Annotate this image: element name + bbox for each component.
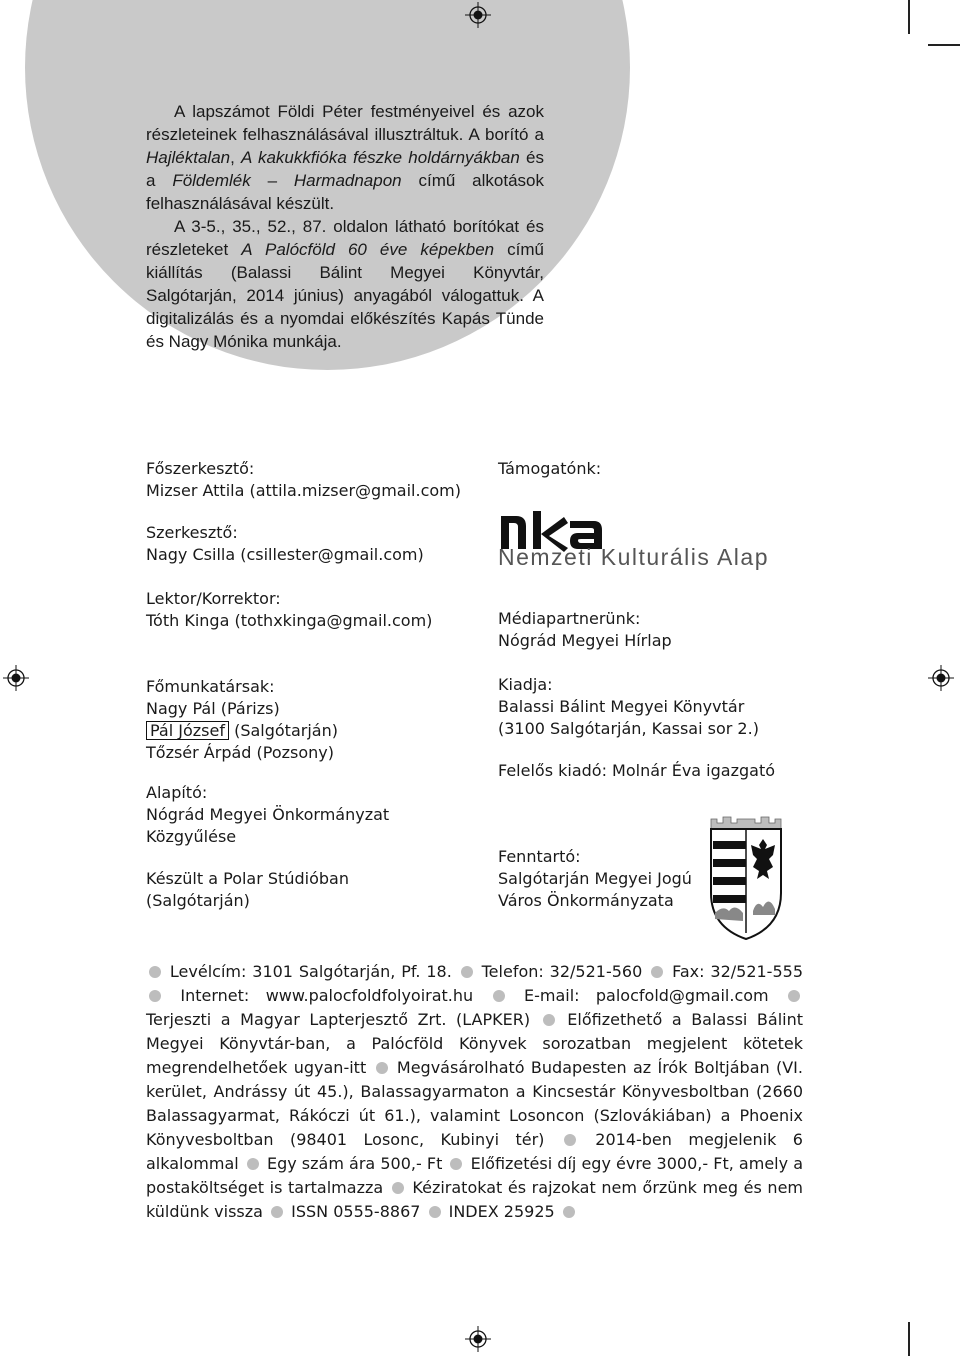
editor-in-chief-block [146, 458, 461, 502]
founder-line: Nógrád Megyei Önkormányzat [146, 805, 390, 824]
bullet-icon [149, 990, 161, 1002]
exhibition-title: A Palócföld 60 éve képekben [241, 240, 495, 259]
footer-item: Fax: 32/521-555 [672, 962, 803, 981]
footer-item: INDEX 25925 [448, 1202, 555, 1221]
proofreader-label: Lektor/Korrektor: [146, 589, 281, 608]
artwork-title: Hajléktalan [146, 148, 231, 167]
studio-line: Készült a Polar Stúdióban [146, 869, 349, 888]
bullet-icon [271, 1206, 283, 1218]
editor-in-chief-value: Mizser Attila (attila.mizser@gmail.com) [146, 481, 461, 500]
editor-value: Nagy Csilla (csillester@gmail.com) [146, 545, 424, 564]
bullet-icon [429, 1206, 441, 1218]
contributor-item: Pál József (Salgótarján) [146, 720, 338, 742]
founder-label: Alapító: [146, 783, 208, 802]
maintainer-line: Salgótarján Megyei Jogú [498, 869, 692, 888]
artwork-title: A kakukkfióka fészke holdárnyákban [241, 148, 520, 167]
artwork-title: Földemlék [172, 171, 251, 190]
imprint-left-column [146, 458, 476, 918]
footer-item: Levélcím: 3101 Salgótarján, Pf. 18. [169, 962, 452, 981]
proofreader-block [146, 588, 432, 632]
intro-text [146, 100, 544, 353]
contributor-item: Tőzsér Árpád (Pozsony) [146, 743, 335, 762]
registration-mark-icon [3, 665, 29, 691]
intro-paragraph-1: A lapszámot Földi Péter festményeivel és azok részleteinek felhasználásával illusztráltuk. A borító a Hajléktalan, A kakukkfióka fészke holdárnyákban és a Földemlék – Harmadnapon című alkotások felhasználásával készült. [146, 102, 544, 213]
publisher-line: (3100 Salgótarján, Kassai sor 2.) [498, 719, 759, 738]
footer-item: ISSN 0555-8867 [291, 1202, 421, 1221]
media-partner-block [498, 608, 672, 652]
artwork-title: Harmadnapon [293, 171, 402, 190]
contributor-item: Nagy Pál (Párizs) [146, 699, 280, 718]
footer-info [146, 960, 803, 1224]
publisher-label: Kiadja: [498, 675, 553, 694]
footer-item: Telefon: 32/521-560 [481, 962, 643, 981]
bullet-icon [149, 966, 161, 978]
editor-block [146, 522, 424, 566]
footer-item: Terjeszti a Magyar Lapterjesztő Zrt. (LAPKER) [146, 1010, 531, 1029]
footer-item: Megvásárolható Budapesten az Írók Boltjában (VI. kerület, Andrássy út 45.), Balassagyarmaton a Kincsestár Könyvesboltban (2660 Balassagyarmat, Rákóczi út 61.), valamint Losoncon (Szlovákiában) a Phoenix Könyvesboltban (98401 Losonc, Kubinyi tér) [146, 1058, 803, 1149]
publisher-block [498, 674, 759, 740]
intro-paragraph-2: A 3-5., 35., 52., 87. oldalon látható borítókat és részleteket A Palócföld 60 éve képekben című kiállítás (Balassi Bálint Megyei Könyvtár, Salgótarján, 2014 június) anyagából válogattuk. A digitalizálás és a nyomdai előkészítés Kapás Tünde és Nagy Mónika munkája. [146, 217, 544, 351]
bullet-icon [563, 1206, 575, 1218]
bullet-icon [543, 1014, 555, 1026]
contributors-block [146, 676, 338, 764]
bullet-icon [564, 1134, 576, 1146]
responsible-publisher: Felelős kiadó: Molnár Éva igazgató [498, 761, 775, 780]
footer-item: Előfizethető a Balassi Bálint Megyei Könyvtár-ban, a Palócföld Könyvek sorozatban megjelent kötetek megrendelhetőek ugyan-itt [146, 1010, 804, 1077]
nka-logo-text: Nemzeti Kulturális Alap [498, 544, 769, 570]
editor-label: Szerkesztő: [146, 523, 238, 542]
editor-in-chief-label: Főszerkesztő: [146, 459, 255, 478]
crop-mark [908, 0, 910, 34]
proofreader-value: Tóth Kinga (tothxkinga@gmail.com) [146, 611, 433, 630]
bullet-icon [788, 990, 800, 1002]
founder-block [146, 782, 389, 848]
bullet-icon [376, 1062, 388, 1074]
footer-item: Előfizetési díj egy évre 3000,- Ft, amely a postaköltséget is tartalmazza [146, 1154, 803, 1197]
bullet-icon [651, 966, 663, 978]
footer-item: Internet: www.palocfoldfolyoirat.hu [180, 986, 474, 1005]
bullet-icon [247, 1158, 259, 1170]
registration-mark-icon [928, 665, 954, 691]
founder-line: Közgyűlése [146, 827, 237, 846]
studio-block [146, 868, 349, 912]
coat-of-arms [707, 815, 785, 941]
registration-mark-icon [465, 2, 491, 28]
footer-item: Egy szám ára 500,- Ft [266, 1154, 443, 1173]
media-partner-value: Nógrád Megyei Hírlap [498, 631, 672, 650]
bullet-icon [450, 1158, 462, 1170]
bullet-icon [461, 966, 473, 978]
footer-item: E-mail: palocfold@gmail.com [523, 986, 769, 1005]
footer-item: Kéziratokat és rajzokat nem őrzünk meg és nem küldünk vissza [146, 1178, 804, 1221]
supporters-label: Támogatónk: [498, 459, 602, 478]
maintainer-line: Város Önkormányzata [498, 891, 674, 910]
deceased-name-frame: Pál József [146, 721, 229, 740]
contributors-label: Főmunkatársak: [146, 677, 275, 696]
crop-mark [908, 1322, 910, 1356]
maintainer-label: Fenntartó: [498, 847, 581, 866]
maintainer-block [498, 846, 692, 912]
media-partner-label: Médiapartnerünk: [498, 609, 641, 628]
registration-mark-icon [465, 1326, 491, 1352]
bullet-icon [493, 990, 505, 1002]
footer-item: 2014-ben megjelenik 6 alkalommal [146, 1130, 803, 1173]
crop-mark [928, 44, 960, 46]
studio-line: (Salgótarján) [146, 891, 250, 910]
bullet-icon [392, 1182, 404, 1194]
publisher-line: Balassi Bálint Megyei Könyvtár [498, 697, 745, 716]
